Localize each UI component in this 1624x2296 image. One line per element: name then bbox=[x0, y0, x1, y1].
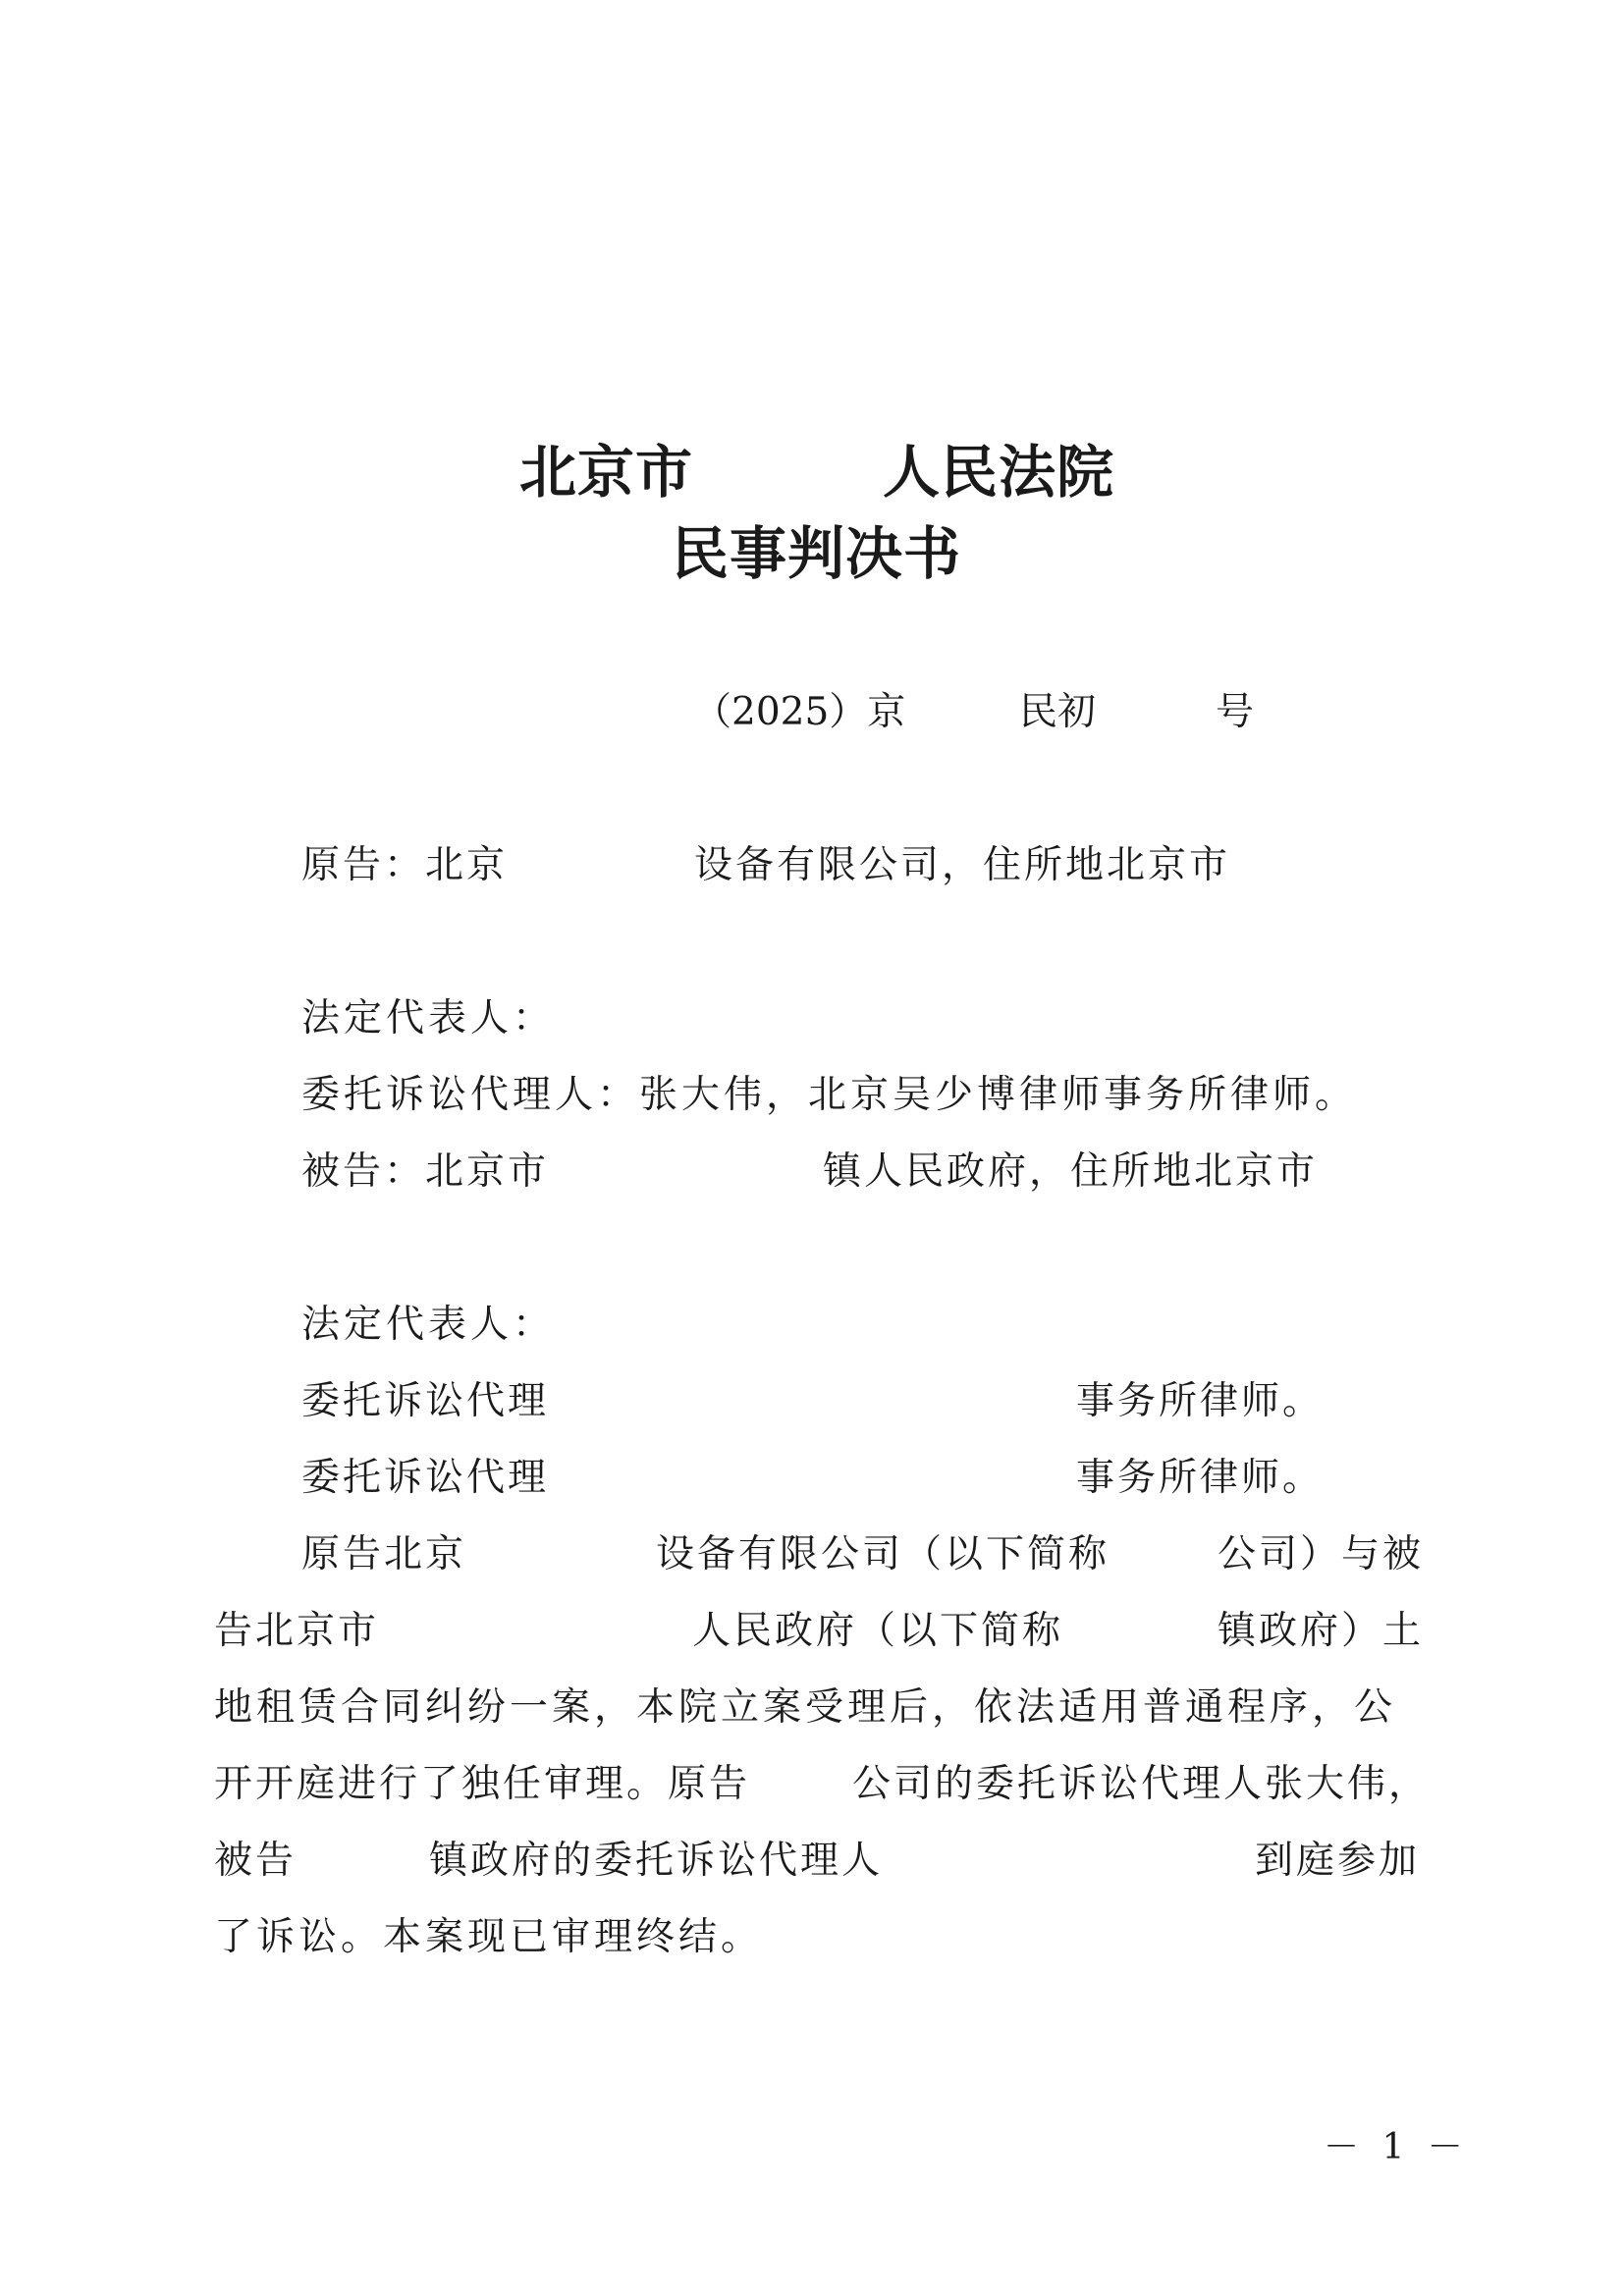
body-line-2-c: 镇政府）土 bbox=[1218, 1609, 1425, 1653]
defendant-agent-1-prefix: 委托诉讼代理 bbox=[301, 1379, 550, 1423]
document-type-title: 民事判决书 bbox=[672, 520, 962, 587]
body-line-4-b: 公司的委托诉讼代理人张大伟， bbox=[852, 1762, 1431, 1806]
page-number: － 1 － bbox=[1324, 2127, 1469, 2167]
defendant-agent-2-prefix: 委托诉讼代理 bbox=[301, 1456, 550, 1500]
plaintiff-label: 原告：北京 bbox=[301, 843, 509, 887]
plaintiff-legal-representative: 法定代表人： bbox=[301, 996, 556, 1041]
case-number-suffix: 号 bbox=[1216, 690, 1255, 734]
court-name-prefix: 北京市 bbox=[519, 439, 694, 506]
body-line-3: 地租赁合同纠纷一案，本院立案受理后，依法适用普通程序，公 bbox=[214, 1685, 1397, 1730]
plaintiff-agent: 委托诉讼代理人：张大伟，北京吴少博律师事务所律师。 bbox=[301, 1073, 1358, 1117]
body-line-1-c: 公司）与被 bbox=[1218, 1532, 1425, 1576]
body-line-2-b: 人民政府（以下简称 bbox=[692, 1609, 1064, 1653]
defendant-agent-2-suffix: 事务所律师。 bbox=[1076, 1456, 1325, 1500]
defendant-legal-representative: 法定代表人： bbox=[301, 1303, 556, 1347]
defendant-label: 被告：北京市 bbox=[301, 1149, 550, 1194]
body-line-5-b: 镇政府的委托诉讼代理人 bbox=[429, 1839, 884, 1883]
body-line-5-c: 到庭参加 bbox=[1255, 1839, 1421, 1883]
defendant-agent-1-suffix: 事务所律师。 bbox=[1076, 1379, 1325, 1423]
body-line-2-a: 告北京市 bbox=[214, 1609, 380, 1653]
body-line-4-a: 开开庭进行了独任审理。原告 bbox=[214, 1762, 751, 1806]
body-line-6: 了诉讼。本案现已审理终结。 bbox=[214, 1915, 764, 1959]
defendant-name-rest: 镇人民政府，住所地北京市 bbox=[823, 1149, 1319, 1194]
court-name-suffix: 人民法院 bbox=[883, 439, 1115, 506]
body-line-5-a: 被告 bbox=[214, 1839, 298, 1883]
body-line-1-b: 设备有限公司（以下简称 bbox=[656, 1532, 1110, 1576]
body-line-1-a: 原告北京 bbox=[301, 1532, 467, 1576]
case-number-prefix: （2025）京 bbox=[693, 690, 906, 734]
plaintiff-name-rest: 设备有限公司，住所地北京市 bbox=[694, 843, 1231, 887]
case-number-middle: 民初 bbox=[1019, 690, 1097, 734]
